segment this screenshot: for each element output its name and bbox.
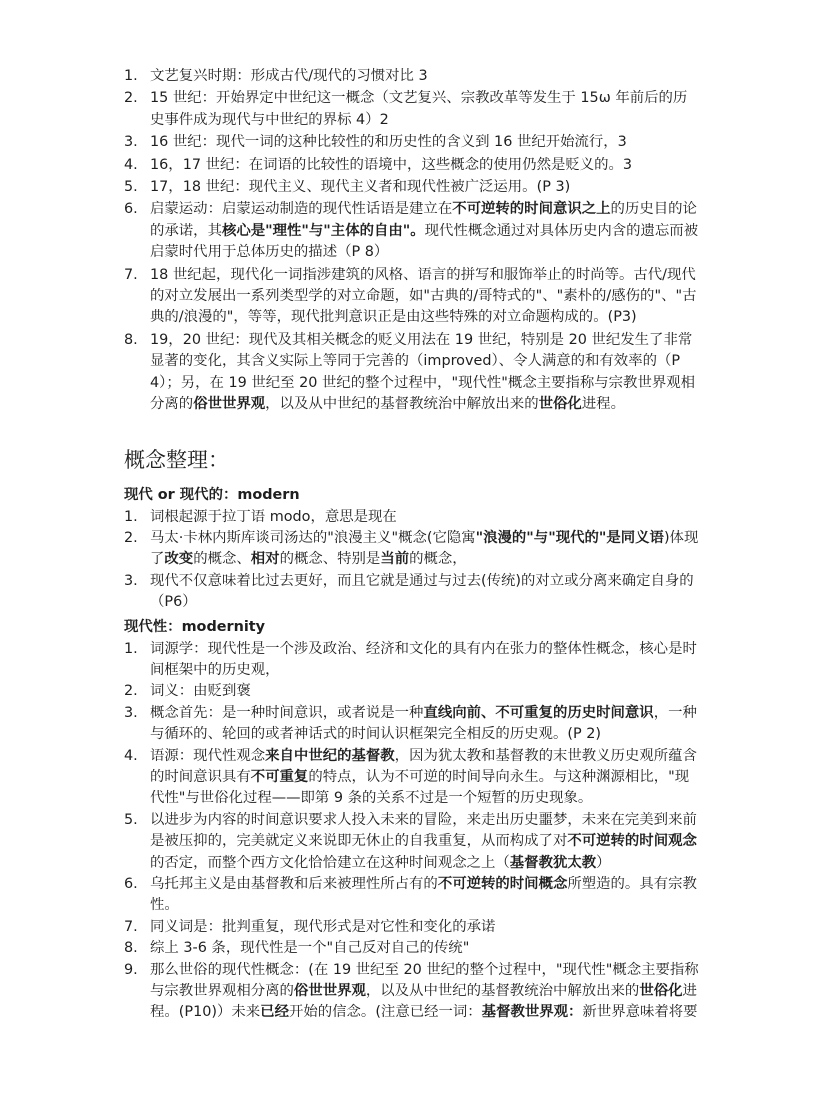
item-number: 3. [124,704,138,721]
bold-text: 基督教犹太教 [509,854,597,871]
list-item [124,155,700,176]
section-title: 概念整理： [124,447,229,472]
modern-heading: 现代 or 现代的：modern [124,486,300,503]
item-text: 17，18 世纪：现代主义、现代主义者和现代性被广泛运用。(P 3) [150,179,571,196]
modernity-heading: 现代性：modernity [124,618,266,635]
item-number: 6. [124,201,138,218]
item-number: 8. [124,940,138,957]
item-text: 词义：由贬到褒 [150,683,251,700]
item-number: 7. [124,918,138,935]
list-item [124,703,700,746]
list-item [124,571,700,614]
item-text: ） [596,854,611,871]
item-number: 4. [124,747,138,764]
item-text: 18 世纪起，现代化一词指涉建筑的风格、语言的拼写和服饰举止的时尚等。古代/现代的对立发展出一系列类型学的对立命题，如"古典的/哥特式的"、"素朴的/感伤的"、"古典的/浪漫的"，等等，现代批判意识正是由这些特殊的对立命题构成的。(P3) [150,266,697,326]
item-text: ，一种与循环的、轮回的或者神话式的时间认识框架完全相反的历史观。(P 2) [150,704,697,743]
list-item [124,746,700,810]
item-number: 5. [124,811,138,828]
list-item [124,265,700,329]
bold-text: 不可逆转的时间概念 [437,876,568,892]
list-item [124,177,700,198]
bold-text: 核心是"理性"与"主体的自由"。 [221,222,425,239]
list-item [124,528,700,571]
item-text: 的否定，而整个西方文化恰恰建立在这种时间观念之上（ [150,854,510,871]
item-number: 8. [124,331,138,348]
bold-text: 已经 [260,1004,289,1021]
item-text: )体现了 [150,529,699,568]
history-list [124,66,700,416]
item-text: 现代不仅意味着比过去更好，而且它就是通过与过去(传统)的对立或分离来确定自身的（P6） [150,572,694,611]
list-item [124,681,700,702]
item-text: 新世界意味着将要 [582,1004,698,1021]
item-text: 进程。(P10)）未来 [150,983,697,1021]
item-number: 1. [124,508,138,525]
item-text: 启蒙运动：启蒙运动制造的现代性话语是建立在 [150,201,453,218]
modern-list [124,507,700,614]
bold-text: 直线向前、不可重复的历史时间意识 [423,704,654,721]
bold-text: 改变 [164,551,194,568]
bold-text: 相对 [250,551,280,568]
bold-text: 当前 [380,551,410,568]
item-text: 的概念、特别是 [279,551,381,568]
item-text: 词根起源于拉丁语 modo，意思是现在 [150,508,397,525]
item-text: 15 世纪：开始界定中世纪这一概念（文艺复兴、宗教改革等发生于 15ω 年前后的历史事件成为现代与中世纪的界标 4）2 [150,90,688,128]
item-text: 的概念， [409,551,467,568]
item-text: ，以及从中世纪的基督教统治中解放出来的 [265,396,539,413]
list-item [124,507,700,528]
item-text: 概念首先：是一种时间意识，或者说是一种 [150,704,424,721]
item-number: 6. [124,876,138,892]
bold-text: 来自中世纪的基督教 [265,747,395,764]
bold-text: 世俗化 [639,983,683,1000]
list-item [124,132,700,153]
list-item [124,88,700,131]
item-number: 7. [124,266,138,283]
item-number: 2. [124,683,138,700]
list-item [124,874,700,917]
item-text: 词源学：现代性是一个涉及政治、经济和文化的具有内在张力的整体性概念，核心是时间框架中的历史观， [150,640,697,678]
bold-text: 不可逆转的时间观念 [567,833,697,850]
list-item [124,960,700,1024]
item-text: 16，17 世纪：在词语的比较性的语境中，这些概念的使用仍然是贬义的。3 [150,156,633,173]
list-item [124,938,700,959]
list-item [124,330,700,416]
item-number: 1. [124,68,138,84]
item-text: 的历史目的论的承诺，其 [150,201,697,239]
list-item [124,639,700,682]
list-item [124,810,700,874]
item-text: 19，20 世纪：现代及其相关概念的贬义用法在 19 世纪，特别是 20 世纪发生了非常显著的变化，其含义实际上等同于完善的（improved）、令人满意的和有效率的（P 4）；另，在 19 世纪至 20 世纪的整个过程中，"现代性"概念主要指称与宗教世界观相分离的 [150,331,696,413]
item-text: 乌托邦主义是由基督教和后来被理性所占有的 [150,876,438,892]
list-item [124,199,700,263]
bold-text: 不可逆转的时间意识之上 [452,201,611,218]
item-text: 进程。 [581,396,625,413]
item-text: 那么世俗的现代性概念：(在 19 世纪至 20 世纪的整个过程中，"现代性"概念主要指称与宗教世界观相分离的 [150,961,699,1000]
bold-text: "浪漫的"与"现代的"是同义语 [475,529,664,546]
item-text: ，以及从中世纪的基督教统治中解放出来的 [365,983,640,1000]
bold-text: 俗世世界观 [193,396,266,413]
item-text: 马太·卡林内斯库谈司汤达的"浪漫主义"概念(它隐寓 [150,529,476,546]
item-text: 语源：现代性观念 [150,747,266,764]
item-text: 16 世纪：现代一词的这种比较性的和历史性的含义到 16 世纪开始流行，3 [150,134,627,151]
item-text: 的概念、 [193,551,251,568]
item-text: 以进步为内容的时间意识要求人投入未来的冒险，来走出历史噩梦，未来在完美到来前是被压抑的，完美就定义来说即无休止的自我重复，从而构成了对 [150,811,697,850]
item-number: 9. [124,961,138,978]
bold-text: 基督教世界观： [481,1004,583,1021]
item-text: 现代性概念通过对具体历史内含的遗忘而被启蒙时代用于总体历史的描述（P 8） [150,222,699,261]
item-number: 3. [124,134,138,151]
item-text: 的特点，认为不可逆的时间导向永生。与这种渊源相比，"现代性"与世俗化过程——即第 9 条的关系不过是一个短暂的历史现象。 [150,768,690,807]
item-number: 4. [124,156,138,173]
item-number: 2. [124,529,138,546]
bold-text: 俗世世界观 [293,983,366,1000]
item-number: 3. [124,572,138,589]
bold-text: 世俗化 [538,396,582,413]
item-text: 所塑造的。具有宗教性。 [150,876,697,914]
item-text: 同义词是：批判重复，现代形式是对它性和变化的承诺 [150,918,496,935]
item-number: 1. [124,640,138,657]
item-number: 2. [124,90,138,107]
list-item [124,917,700,938]
item-text: ，因为犹太教和基督教的末世教义历史观所蕴含的时间意识具有 [150,747,697,785]
list-item [124,66,700,87]
modernity-list [124,639,700,1024]
item-number: 5. [124,179,138,196]
item-text: 文艺复兴时期：形成古代/现代的习惯对比 3 [150,68,428,84]
item-text: 综上 3-6 条，现代性是一个"自己反对自己的传统" [150,940,470,957]
bold-text: 不可重复 [250,768,309,785]
item-text: 开始的信念。(注意已经一词： [288,1004,482,1021]
